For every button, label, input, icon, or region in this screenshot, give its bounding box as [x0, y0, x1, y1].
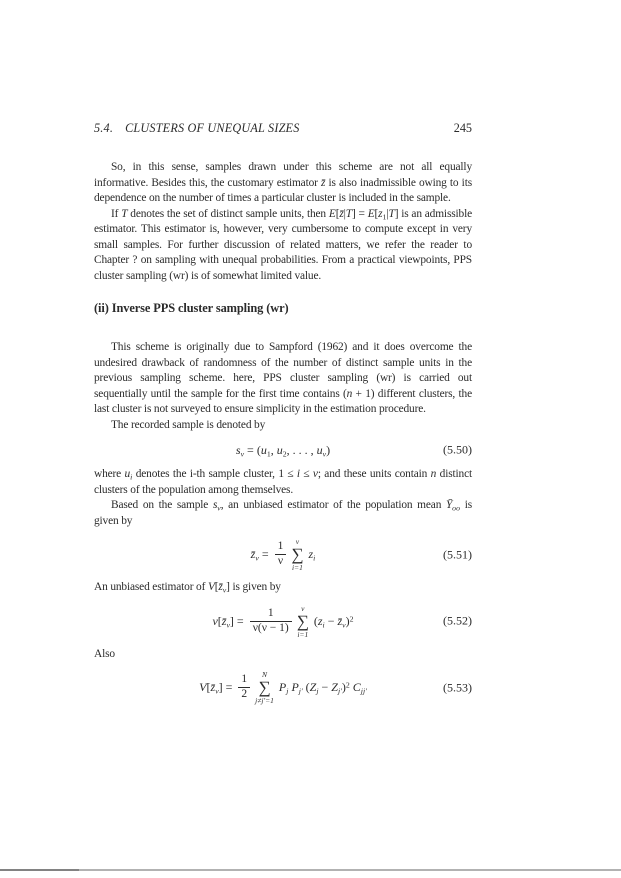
- equation-body: [236, 443, 330, 458]
- text-segment: , an unbiased estimator of the population mean: [220, 499, 446, 511]
- text-segment: j: [316, 686, 319, 696]
- text-segment: V: [199, 680, 207, 694]
- equation-number: (5.53): [443, 680, 472, 694]
- text-segment: ,: [270, 443, 277, 457]
- text-segment: z̄: [210, 680, 216, 694]
- equation-run: [314, 614, 354, 629]
- text-segment: where: [94, 468, 125, 480]
- text-segment: ): [326, 443, 331, 457]
- text-segment: v: [212, 613, 218, 628]
- text-segment: T: [388, 207, 395, 220]
- text-segment: P: [291, 680, 299, 694]
- text-segment: i: [322, 620, 325, 629]
- text-segment: u: [316, 443, 323, 457]
- text-segment: P: [278, 680, 287, 694]
- text-segment: u: [276, 443, 283, 457]
- text-segment: s: [212, 499, 218, 511]
- text-segment: i: [130, 472, 133, 482]
- text-segment: u: [260, 443, 267, 457]
- text-segment: −: [324, 613, 338, 628]
- sigma-glyph: ∑: [291, 545, 304, 564]
- fraction-denominator: 2: [238, 687, 250, 702]
- text-segment: n: [346, 387, 353, 400]
- text-segment: This scheme is originally due to Sampford (1962) and it does overcome the undesired drawback of randomness of the number of distinct sample units in the previous sampling scheme. here, PPS cluster sampling (wr) is carried out sequentially until the sample for the first time contains (: [94, 341, 472, 400]
- fraction-denominator: ν: [275, 554, 286, 569]
- equation-5.50: [94, 441, 472, 459]
- text-segment: ν: [322, 449, 327, 459]
- equation-run: [199, 680, 235, 695]
- text-segment: denotes the set of distinct sample units, then: [127, 207, 329, 220]
- text-segment: =: [258, 547, 272, 561]
- sum-lower-limit: i=1: [291, 563, 303, 572]
- running-header: [94, 121, 472, 136]
- text-segment: j′: [337, 686, 342, 696]
- fraction: [238, 673, 250, 702]
- text-segment: ν: [342, 620, 346, 629]
- text-segment: oo: [452, 503, 460, 513]
- equation-body: [199, 670, 367, 705]
- running-header-left: [94, 121, 300, 136]
- text-segment: 2: [349, 614, 354, 623]
- text-segment: [: [214, 581, 219, 593]
- text-segment: , . . . ,: [286, 443, 317, 457]
- text-segment: [: [335, 207, 340, 220]
- text-segment: E: [367, 207, 375, 220]
- fraction-numerator: 1: [267, 606, 274, 619]
- text-segment: 1: [382, 212, 387, 221]
- fraction-numerator: 1: [277, 540, 284, 553]
- text-segment: distinct clusters of the population among themselves.: [94, 468, 472, 496]
- text-segment: Z: [331, 680, 338, 694]
- text-segment: ν: [240, 449, 245, 459]
- text-segment: z: [378, 207, 383, 220]
- text-segment: i: [313, 553, 316, 563]
- text-segment: ν: [255, 553, 259, 563]
- text-segment: ν: [215, 686, 219, 696]
- text-segment: z̄: [221, 613, 227, 628]
- text-segment: jj′: [360, 686, 367, 696]
- text-segment: z̄: [321, 176, 326, 189]
- text-segment: is also inadmissible owing to its dependence on the number of times a particular cluster is included in the sample.: [94, 176, 472, 204]
- text-segment: z̄: [250, 547, 256, 561]
- fraction-numerator: 1: [241, 673, 248, 686]
- text-segment: ν: [226, 620, 230, 629]
- equation-number: (5.51): [443, 547, 472, 561]
- text-segment: is given by: [94, 499, 472, 527]
- equation-run: [308, 547, 315, 562]
- section-number: 5.4.: [94, 121, 114, 135]
- equation-run: [279, 680, 367, 695]
- text-segment: ): [345, 613, 350, 628]
- text-segment: n: [430, 468, 437, 480]
- sum-lower-limit: i=1: [297, 629, 309, 639]
- text-segment: (: [302, 680, 310, 694]
- text-segment: 2: [282, 449, 287, 459]
- paragraph: [94, 160, 472, 207]
- text-segment: |: [386, 207, 389, 220]
- page-number: 245: [453, 121, 472, 135]
- sum-upper-limit: ν: [295, 537, 300, 546]
- text-segment: ] is an admissible estimator. This estimator is, however, very cumbersome to compute except in very small samples. For further discussion of related matters, we refer the reader to Chapter ? on sampling with unequal probabilities. From a practical viewpoints, PPS cluster sampling (wr) is of somewhat limited value.: [94, 207, 472, 282]
- equation-body: [251, 537, 316, 572]
- paragraph: [94, 340, 472, 418]
- paragraph: [94, 207, 472, 285]
- paragraph: [94, 418, 472, 434]
- paragraph: [94, 647, 472, 663]
- sigma-glyph: ∑: [258, 678, 271, 697]
- text-segment: [: [206, 680, 211, 694]
- text-segment: = (: [244, 443, 261, 457]
- document-body: [94, 160, 472, 705]
- text-segment: Based on the sample: [111, 499, 213, 511]
- sigma-glyph: ∑: [296, 611, 309, 631]
- text-segment: + 1) different clusters, the last cluster is not surveyed to ensure simplicity in the estimation procedure.: [94, 387, 472, 415]
- paragraph: [94, 580, 472, 596]
- equation-number: (5.52): [443, 613, 472, 628]
- text-segment: Ȳ: [445, 499, 453, 511]
- text-segment: (: [313, 613, 318, 628]
- text-segment: T: [121, 207, 128, 220]
- text-segment: E: [328, 207, 336, 220]
- equation-body: [212, 604, 353, 639]
- text-segment: z: [308, 547, 314, 561]
- subsection-heading: (ii) Inverse PPS cluster sampling (wr): [94, 301, 289, 315]
- text-segment: ν: [217, 503, 221, 513]
- text-segment: ] =: [351, 207, 368, 220]
- text-segment: z̄: [337, 613, 343, 628]
- text-segment: ] =: [229, 613, 247, 628]
- text-segment: z̄: [218, 581, 223, 593]
- text-segment: z̄: [339, 207, 344, 220]
- text-segment: The recorded sample is denoted by: [111, 418, 266, 431]
- text-segment: ; and these units contain: [317, 468, 431, 480]
- text-segment: ν: [222, 585, 227, 595]
- summation-symbol: [297, 604, 309, 639]
- text-segment: T: [345, 207, 352, 220]
- text-segment: |: [343, 207, 346, 220]
- equation-5.53: [94, 670, 472, 705]
- horizontal-scrollbar-track[interactable]: [0, 869, 621, 871]
- text-segment: denotes the i-th sample cluster, 1 ≤: [132, 468, 297, 480]
- summation-symbol: [255, 670, 274, 705]
- text-segment: So, in this sense, samples drawn under this scheme are not all equally informative. Besides this, the customary estimator: [94, 161, 472, 189]
- equation-5.51: [94, 537, 472, 572]
- text-segment: [: [217, 613, 222, 628]
- text-segment: Z: [309, 680, 317, 694]
- text-segment: An unbiased estimator of: [94, 581, 208, 593]
- fraction-denominator: ν(ν − 1): [250, 621, 292, 636]
- text-segment: 1: [266, 449, 271, 459]
- fraction: [275, 540, 287, 569]
- section-title: CLUSTERS OF UNEQUAL SIZES: [125, 121, 300, 135]
- text-segment: i: [296, 468, 300, 480]
- page-content: [94, 121, 472, 713]
- equation-run: [212, 614, 246, 629]
- equation-number: (5.50): [443, 442, 472, 457]
- text-segment: 2: [345, 680, 350, 690]
- equation-run: [236, 443, 330, 458]
- horizontal-scrollbar-thumb[interactable]: [0, 869, 79, 871]
- sum-upper-limit: ν: [301, 603, 305, 613]
- text-segment: [: [374, 207, 379, 220]
- text-segment: −: [318, 680, 332, 694]
- text-segment: ≤: [299, 468, 313, 480]
- text-segment: z: [317, 613, 323, 628]
- sum-upper-limit: N: [262, 670, 268, 679]
- text-segment: ): [341, 680, 346, 694]
- sum-lower-limit: j≠j′=1: [255, 696, 274, 705]
- text-segment: V: [207, 581, 215, 593]
- equation-run: [251, 547, 272, 562]
- summation-symbol: [291, 537, 303, 572]
- equation-5.52: [94, 604, 472, 639]
- paragraph: [94, 467, 472, 498]
- text-segment: If: [111, 207, 122, 220]
- text-segment: ] is given by: [226, 581, 281, 593]
- text-segment: s: [235, 443, 241, 457]
- text-segment: ] =: [218, 680, 236, 694]
- text-segment: j: [286, 686, 289, 696]
- fraction: [250, 607, 292, 636]
- text-segment: ν: [312, 468, 318, 480]
- text-segment: C: [352, 680, 361, 694]
- paragraph: [94, 498, 472, 529]
- text-segment: j′: [298, 686, 303, 696]
- text-segment: Also: [94, 647, 115, 660]
- text-segment: u: [124, 468, 131, 480]
